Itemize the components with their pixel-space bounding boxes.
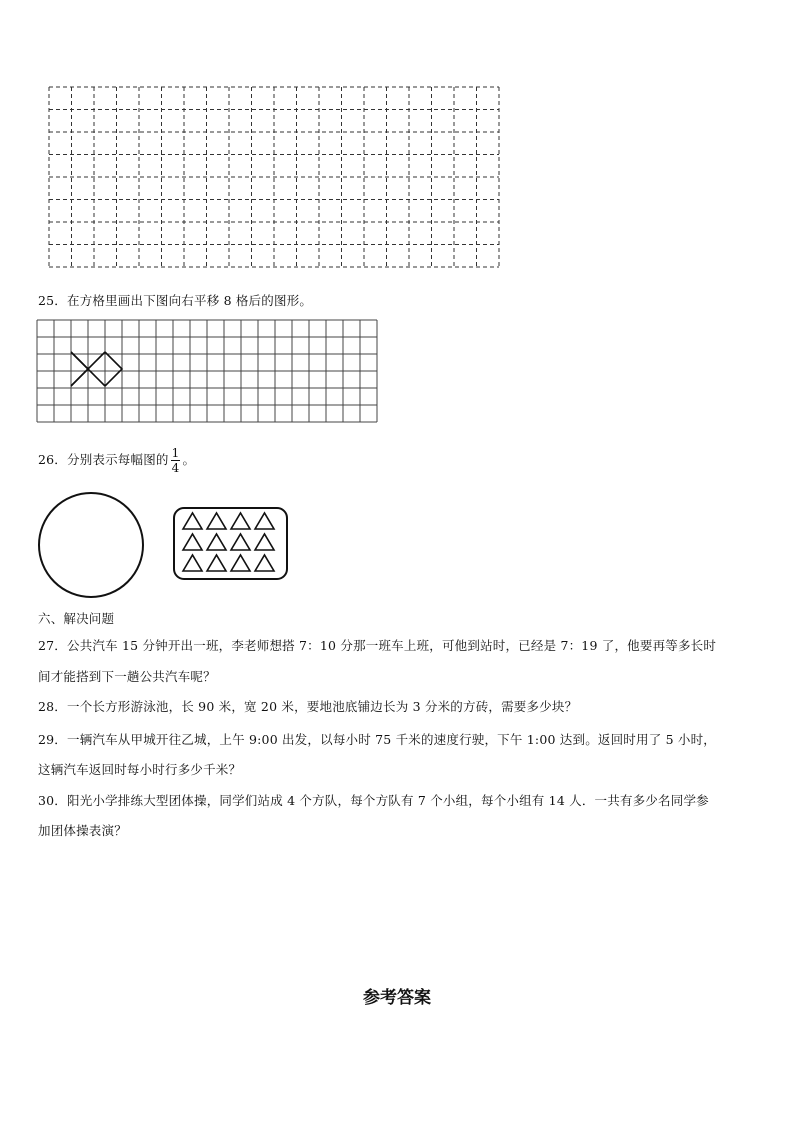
- triangles-figure: [170, 505, 295, 585]
- triangle-icon: [207, 555, 226, 571]
- triangle-icon: [231, 534, 250, 550]
- triangle-icon: [255, 513, 274, 529]
- question-29-line-1: 29．一辆汽车从甲城开往乙城，上午 9:00 出发，以每小时 75 千米的速度行驶，下午 1:00 达到。返回时用了 5 小时，: [38, 732, 716, 747]
- bow-tie-shape: [71, 352, 122, 386]
- question-27-line-1: 27．公共汽车 15 分钟开出一班，李老师想搭 7：10 分那一班车上班，可他到站时，已经是 7：19 了，他要再等多长时: [38, 638, 717, 653]
- triangle-icon: [207, 513, 226, 529]
- fraction-one-quarter: [171, 446, 181, 475]
- triangle-icon: [255, 534, 274, 550]
- dashed-grid: [40, 80, 510, 275]
- circle-figure: [34, 488, 149, 603]
- translation-grid: [36, 318, 391, 438]
- triangle-icon: [207, 534, 226, 550]
- section-title: 六、解决问题: [38, 611, 115, 626]
- triangle-icon: [183, 513, 202, 529]
- question-26-suffix: 。: [182, 452, 196, 467]
- question-29-line-2: 这辆汽车返回时每小时行多少千米？: [38, 762, 242, 777]
- question-28: 28．一个长方形游泳池，长 90 米，宽 20 米，要地池底铺边长为 3 分米的方砖，需要多少块？: [38, 699, 578, 714]
- triangle-icon: [231, 513, 250, 529]
- question-30-line-2: 加团体操表演？: [38, 823, 127, 838]
- question-27-line-2: 间才能搭到下一趟公共汽车呢？: [38, 669, 216, 684]
- triangle-icon: [183, 555, 202, 571]
- triangle-icon: [183, 534, 202, 550]
- fraction-denominator: 4: [171, 461, 180, 475]
- triangle-icon: [255, 555, 274, 571]
- question-26: [38, 443, 195, 477]
- triangle-icon: [231, 555, 250, 571]
- question-26-text: 26．分别表示每幅图的: [38, 452, 169, 467]
- answer-section-title: 参考答案: [363, 988, 431, 1008]
- fraction-numerator: 1: [171, 446, 180, 460]
- question-30-line-1: 30．阳光小学排练大型团体操，同学们站成 4 个方队，每个方队有 7 个小组，每个小组有 14 人．一共有多少名同学参: [38, 793, 709, 808]
- question-25: 25．在方格里画出下图向右平移 8 格后的图形。: [38, 293, 313, 308]
